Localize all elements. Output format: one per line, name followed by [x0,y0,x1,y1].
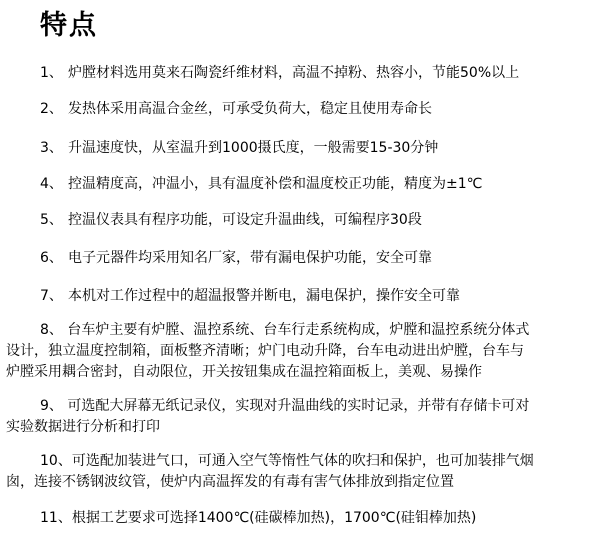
item-text: 控温仪表具有程序功能，可设定升温曲线，可编程序30段 [68,212,422,228]
feature-item-11 [6,508,606,529]
feature-item-9 [6,396,606,438]
item-number: 5、 [40,212,63,228]
item-line: 11、根据工艺要求可选择1400℃(硅碳棒加热)，1700℃(硅钼棒加热) [40,510,477,526]
feature-item-6 [6,248,606,269]
item-text: 炉膛材料选用莫来石陶瓷纤维材料，高温不掉粉、热容小，节能50%以上 [68,65,520,81]
feature-item-5 [6,210,606,231]
item-text: 升温速度快，从室温升到1000摄氏度，一般需要15-30分钟 [68,140,439,156]
feature-item-2 [6,99,606,120]
item-text: 发热体采用高温合金丝，可承受负荷大，稳定且使用寿命长 [68,101,432,117]
item-text: 本机对工作过程中的超温报警并断电，漏电保护，操作安全可靠 [68,288,460,304]
item-text: 电子元器件均采用知名厂家，带有漏电保护功能，安全可靠 [68,250,432,266]
item-line: 实验数据进行分析和打印 [6,419,160,435]
item-number: 4、 [40,176,63,192]
item-line: 9、 可选配大屏幕无纸记录仪，实现对升温曲线的实时记录，并带有存储卡可对 [40,398,530,414]
feature-item-3 [6,138,606,159]
feature-item-7 [6,286,606,307]
item-number: 7、 [40,288,63,304]
item-line: 炉膛采用耦合密封，自动限位，开关按钮集成在温控箱面板上，美观、易操作 [6,364,482,380]
item-line: 8、 台车炉主要有炉膛、温控系统、台车行走系统构成，炉膛和温控系统分体式 [40,322,530,338]
item-number: 2、 [40,101,63,117]
item-number: 1、 [40,65,63,81]
item-text: 控温精度高，冲温小，具有温度补偿和温度校正功能，精度为±1℃ [68,176,483,192]
feature-item-1 [6,63,606,84]
item-line: 10、可选配加装进气口，可通入空气等惰性气体的吹扫和保护，也可加装排气烟 [40,453,534,469]
page-title: 特点 [40,10,98,41]
feature-item-10 [6,451,606,493]
item-line: 设计，独立温度控制箱，面板整齐清晰；炉门电动升降，台车电动进出炉膛，台车与 [6,343,524,359]
feature-item-4 [6,174,606,195]
feature-item-8 [6,320,606,383]
item-line: 囱，连接不锈钢波纹管，使炉内高温挥发的有毒有害气体排放到指定位置 [6,474,454,490]
item-number: 3、 [40,140,63,156]
item-number: 6、 [40,250,63,266]
